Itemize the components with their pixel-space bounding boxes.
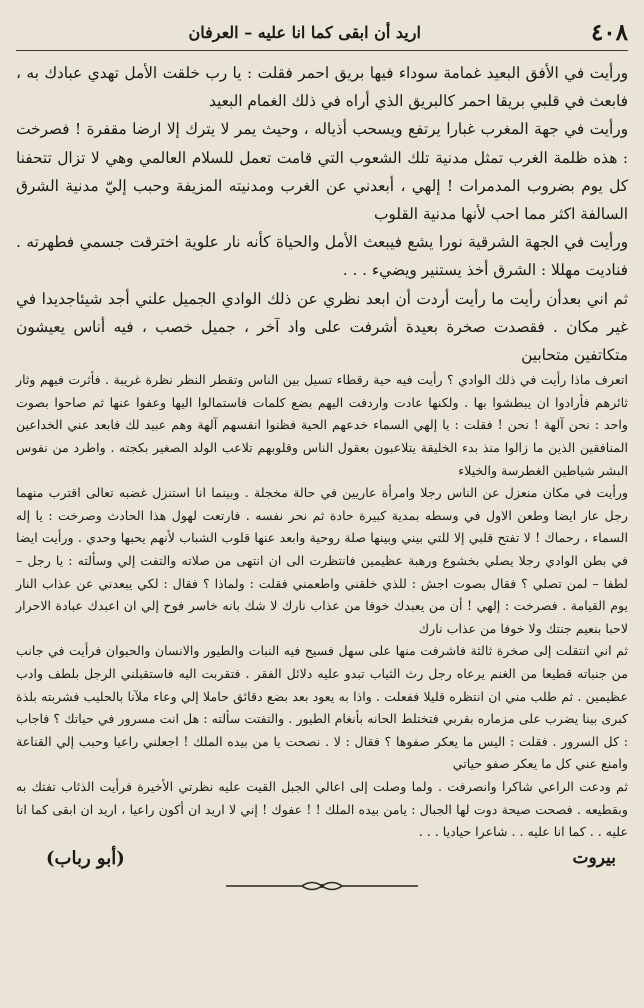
paragraph: ورأيت في جهة المغرب غبارا يرتفع ويسحب أذياله ، وحيث يمر لا يترك إلا ارضا مقفرة ! فصرخت : هذه ظلمة الغرب تمثل مدنية تلك الشعوب التي قامت تعمل للسلام العالمي وهي لا تزال تتحفنا كل يوم بضروب المدمرات ! إلهي ، أبعدني عن الغرب ومدنيته المزيفة وحبب إليّ مدنية الشرق السالفة اكثر مما احب لأنها مدنية القلوب xyxy=(16,120,628,224)
paragraph: ورأيت في الأفق البعيد غمامة سوداء فيها بريق احمر فقلت : يا رب خلقت الأمل تهدي عبادك به ، فابعث في قلبي بريقا احمر كالبريق الذي أراه في ذلك الغمام البعيد xyxy=(16,64,628,111)
paragraph: اتعرف ماذا رأيت في ذلك الوادي ؟ رأيت فيه حية رقطاء تسيل بين الناس وتقطر النظر نظرة غريبة . فأثرت فيهم وثار ثائرهم فأرادوا ان يبطشوا بها . ولكنها عادت واردفت اليهم بضع كلمات فاستمالوا اليها وعفوا عنها ثم صاحوا بصوت واحد : نحن آلهة ! نحن ! فقلت : يا إلهي السماء خدعهم الحية فظنوا انفسهم آلهة وهم عبيد لك فابعد عني الخداعين المنافقين الذين ما زالوا منذ بدء الخليقة يتلاعبون بعقول الناس وقلوبهم تلاعب الولد الصغير بكجته . واطرد من نفوس البشر شياطين الغطرسة والخيلاء xyxy=(16,372,628,478)
paragraph: ورأيت في مكان منعزل عن الناس رجلا وامرأة عاريين في حالة مخجلة . وبينما انا استنزل غضبه تعالى اقترب منهما رجل عار ايضا وطعن الاول في وسطه بمدية كبيرة حادة ثم نحر نفسه . فارتعت لهول هذا الحادث وصرخت : يا إله السماء ، رحماك ! لا تفتح قلبي إلا للتي بيني وبينها صلة روحية وابعد عنها قلوب الشباب لأنهم يحبها وحدي . ورأيت ايضا في بطن الوادي رجلا يصلي بخشوع ورهبة عظيمين فانتظرت الى ان انتهى من صلاته والتفت إلي وسألته : يا رجل – لطفا – لمن تصلي ؟ فقال بصوت اجش : للذي خلقني واطعمني فقلت : ولماذا ؟ فقال : لكي يبعدني عن عذاب النار يوم القيامة . فصرخت : إلهي ! أن من يعبدك خوفا من عذاب نارك لا شك بانه خاسر فوح إلي ان اعبدك عبادة الاحرار لاحبا بنعيم جنتك ولا خوفا من عذاب نارك xyxy=(16,485,628,636)
city-name: بيروت xyxy=(572,848,616,869)
running-title: اريد أن ابقى كما انا عليه – العرفان xyxy=(188,22,421,42)
paragraph: ثم ودعت الراعي شاكرا وانصرفت . ولما وصلت إلى اعالي الجبل القيت عليه نظرتي الأخيرة فرأيت الذئاب تفتك به وبقطيعه . فصحت صيحة دوت لها الجبال : يامن بيده الملك ! ! عفوك ! إني لا اريد ان أكون راعيا ، اريد ان ابقى كما انا عليه . . كما انا عليه . . شاعرا حياديا . . . xyxy=(16,778,628,840)
author-signature: (أبو رباب) xyxy=(46,847,125,869)
signoff xyxy=(16,848,628,869)
page-header xyxy=(16,14,628,51)
page-number: ٤٠٨ xyxy=(590,18,628,46)
end-ornament xyxy=(222,879,422,893)
paragraph: ورأيت في الجهة الشرقية نورا يشع فيبعث الأمل والحياة كأنه نار علوية اخترقت جسمي فطهرته . فناديت مهللا : الشرق أخذ يستنير ويضيء . . . xyxy=(16,233,628,280)
article-body xyxy=(16,59,628,844)
paragraph: ثم اني بعدأن رأيت ما رأيت أردت أن ابعد نظري عن ذلك الوادي الجميل علني أجد شيئاجديدا في غير مكان . فقصدت صخرة بعيدة أشرفت على واد آخر ، جميل خصب ، فيه أناس يعيشون متكاتفين متحابين xyxy=(16,289,628,365)
paragraph: ثم اني انتقلت إلى صخرة ثالثة فاشرفت منها على سهل فسيح فيه النبات والطيور والانسان والحيوان فرأيت في جانب من جنباته قطيعا من الغنم يرعاه رجل رث الثياب تبدو عليه دلائل الفقر . فتقربت اليه فاستقبلني الرجل بلطف وادب عظيمين . ثم طلب مني ان انتظره قليلا ففعلت . واذا به يعود بعد بضع دقائق حاملا إلي وعاء ملآنا بالحليب فشربته بلذة كبرى بينا يضرب على مزماره بقربي فتختلط الحانه بأنغام الطيور . والتفتت سألته : هل انت مسرور في حياتك ؟ فاجاب : كل السرور . فقلت : اليس ما يعكر صفوها ؟ فقال : لا . نصحت يا من بيده الملك ! اجعلني راعيا وحبب إلي القناعة وامنع عني كل ما يعكر صفو حياتي xyxy=(16,643,628,772)
